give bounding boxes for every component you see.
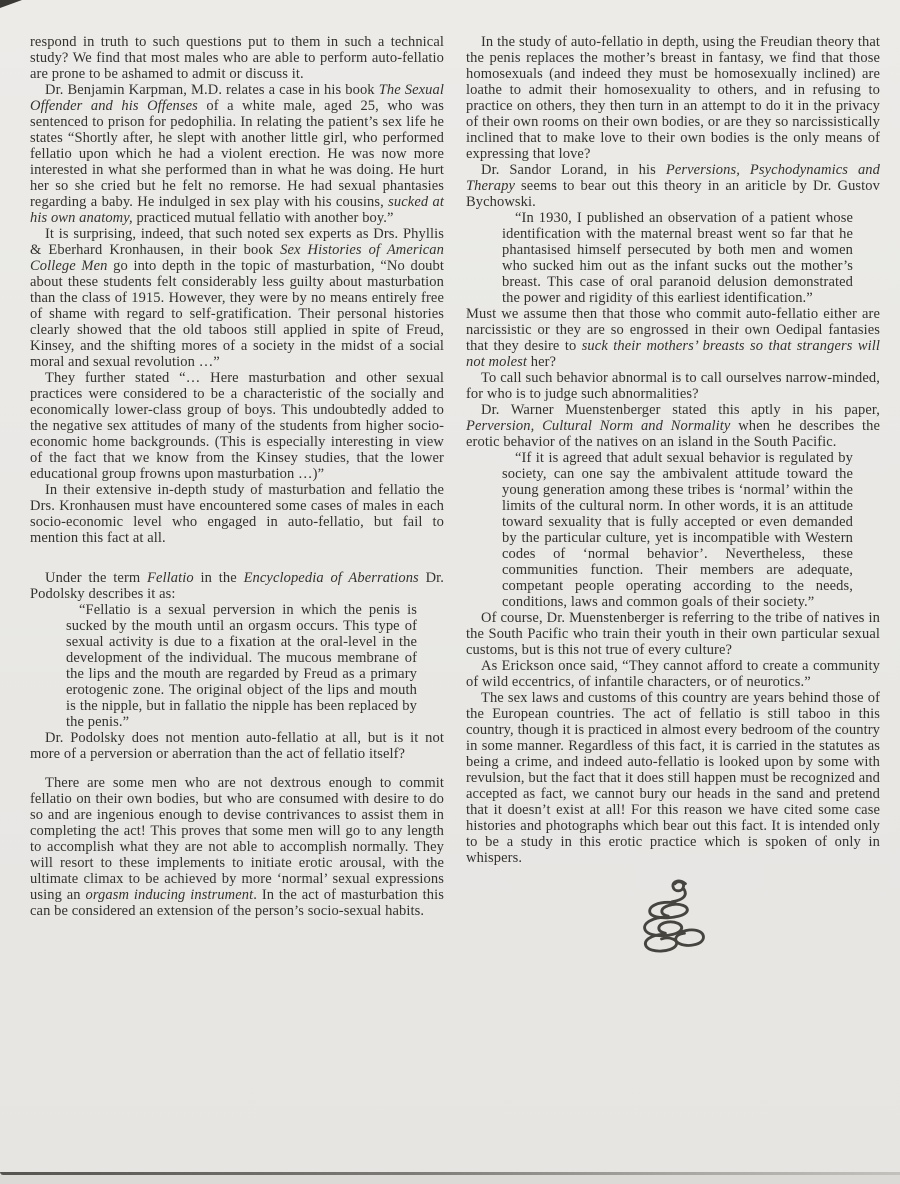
text-run: Dr. Podolsky describes it as: (30, 570, 445, 602)
text-run: Dr. Podolsky does not mention auto-fellatio at all, but is it not more of a perversion or aberration than the act of fellatio itself? (30, 730, 444, 762)
text-run: of a white male, aged 25, who was sentenced to prison for pedophilia. In relating the patient’s sex life he states “Shortly after, he slept with another little girl, who performed fellatio upon which he had a violent erection. He was now more interested in what she performed than in what he was doing. He hurt her so she cried but he felt no remorse. He had sexual phantasies regarding a baby. He indulged in sex play with his cousins, (30, 98, 445, 210)
text-run: The sex laws and customs of this country are years behind those of the European countries. The act of fellatio is still taboo in this country, though it is practiced in almost every bedroom of the country in some manner. Regardless of this fact, it is carried in the statutes as being a crime, and indeed auto-fellatio is looked upon by some with revulsion, but the fact that it does still happen must be recognized and accepted as fact, we cannot bury our heads in the sand and pretend that it doesn’t exist at all! For this reason we have cited some case histories and photographs which bear out this fact. It is intended only to be a study in this erotic practice which is spoken of only in whispers. (466, 690, 880, 866)
italic-text-run: Fellatio (147, 570, 194, 586)
italic-text-run: Encyclopedia of Aberrations (243, 570, 419, 586)
text-run: Dr. Warner Muenstenberger stated this aptly in his paper, (481, 402, 880, 418)
text-run: respond in truth to such questions put to them in such a technical study? We find that most males who are able to perform auto-fellatio are prone to be ashamed to admit or discuss it. (30, 34, 444, 82)
text-run: “If it is agreed that adult sexual behavior is regulated by society, can one say the ambivalent attitude toward the young generation among these tribes is ‘normal’ within the limits of the cultural norm. In other words, it is an attitude toward sexuality that is fully accepted or even demanded by the particular culture, yet is incompatible with Western codes of ‘normal behavior’. Nevertheless, these communities function. Their members are adequate, competant people operating according to the needs, conditions, laws and common goals of their society.” (502, 450, 853, 610)
text-run: “Fellatio is a sexual perversion in which the penis is sucked by the mouth until an orgasm occurs. This type of sexual activity is due to a fixation at the oral-level in the development of the individual. The mucous membrane of the lips and the mouth are regarded by Freud as a primary erotogenic zone. The original object of the lips and mouth is the nipple, but in fallatio the nipple has been replaced by the penis.” (66, 602, 417, 730)
text-run: her? (527, 354, 557, 370)
text-run: Dr. Sandor Lorand, in his (481, 162, 666, 178)
text-run: “In 1930, I published an observation of a patient whose identification with the maternal breast went so far that he phantasised himself persecuted by both men and women who sucked him out as the infant sucks out the mother’s breast. This case of oral paranoid delusion demonstrated the power and rigidity of this earliest identification.” (502, 210, 853, 306)
italic-text-run: suck their mothers’ breasts so that strangers will not molest (466, 338, 880, 370)
italic-text-run: Perversion, Cultural Norm and Normality (466, 418, 731, 434)
text-run: There are some men who are not dextrous enough to commit fellatio on their own bodies, but who are consumed with desire to do so and are ingenious enough to devise contrivances to assist them in completing the act! This proves that some men will go to any length to accomplish what they are not able to accomplish normally. They will resort to these implements to initiate erotic arousal, with the ultimate climax to be achieved by more ‘normal’ sexual expressions using an (30, 775, 444, 903)
text-run: Dr. Benjamin Karpman, M.D. relates a case in his book (45, 82, 379, 98)
text-run: in the (193, 570, 244, 586)
text-run: Under the term (45, 570, 148, 586)
italic-text-run: Perversions, Psychodynamics and Therapy (466, 162, 880, 194)
text-run: As Erickson once said, “They cannot afford to create a community of wild eccentrics, of infantile characters, or of neurotics.” (466, 658, 880, 690)
text-run: practiced mutual fellatio with another boy.” (132, 210, 394, 226)
text-run: Of course, Dr. Muenstenberger is referring to the tribe of natives in the South Pacific who train their youth in their own particular sexual customs, but is this not true of every culture? (466, 610, 880, 658)
text-run: It is surprising, indeed, that such noted sex experts as Drs. Phyllis & Eberhard Kronhausen, in their book (30, 226, 444, 258)
text-run: seems to bear out this theory in an ariticle by Dr. Gustov Bychowski. (466, 178, 880, 210)
italic-text-run: sucked at his own anatomy, (30, 194, 444, 226)
text-run: . In the act of masturbation this can be considered an extension of the person’s socio-sexual habits. (30, 887, 444, 919)
text-run: when he describes the erotic behavior of the natives on an island in the South Pacific. (466, 418, 880, 450)
text-run: Must we assume then that those who commit auto-fellatio either are narcissistic or they are so engrossed in their own Oedipal fantasies that they desire to (466, 306, 880, 354)
scan-background-strip (0, 1175, 900, 1184)
italic-text-run: Sex Histories of American College Men (30, 242, 444, 274)
italic-text-run: orgasm inducing instrument (85, 887, 254, 903)
text-run: In the study of auto-fellatio in depth, using the Freudian theory that the penis replaces the mother’s breast in fantasy, we find that those homosexuals (and indeed they must be homosexually inclined) are loathe to admit their homosexuality to others, and in refusing to practice on others, they then turn in an attempt to do it in the privacy of their own rooms on their own bodies, or are they so narcissistically inclined that to make love to their own bodies is the only means of expressing that love? (466, 34, 880, 162)
text-run: To call such behavior abnormal is to call ourselves narrow-minded, for who is to judge such abnormalities? (466, 370, 880, 402)
text-run: go into depth in the topic of masturbation, “No doubt about these students felt considerably less guilty about masturbation than the class of 1915. However, they were by no means entirely free of shame with regard to self-gratification. Their personal histories clearly showed that the old taboos still applied in spite of Freud, Kinsey, and the shifting mores of a society in the midst of a social moral and sexual revolution …” (30, 258, 444, 370)
italic-text-run: The Sexual Offender and his Offenses (30, 82, 445, 114)
text-run: They further stated “… Here masturbation and other sexual practices were considered to be a characteristic of the socially and economically lower-class group of boys. This undoubtedly added to the negative sex attitudes of many of the students from higher socio-economic home backgrounds. (This is especially interesting in view of the fact that we know from the Kinsey studies, that the lower educational group frowns upon masturbation …)” (30, 370, 444, 482)
text-run: In their extensive in-depth study of masturbation and fellatio the Drs. Kronhausen must have encountered some cases of males in each socio-economic level who engaged in auto-fellatio, but fail to mention this fact at all. (30, 482, 444, 546)
